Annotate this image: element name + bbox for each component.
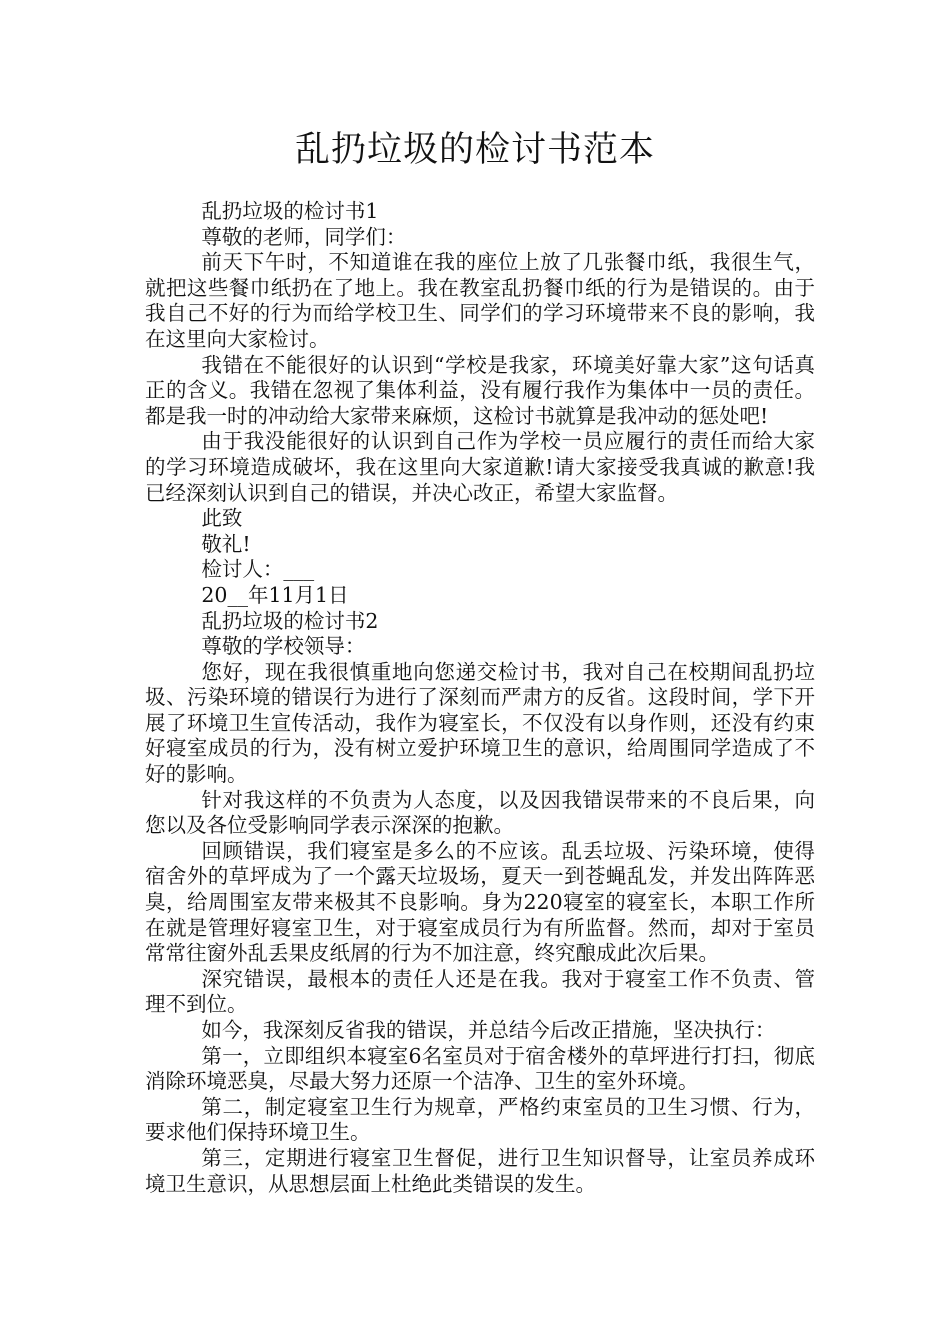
paragraph: 针对我这样的不负责为人态度，以及因我错误带来的不良后果，向您以及各位受影响同学表示深深的抱歉。 xyxy=(145,787,815,838)
salutation: 尊敬的学校领导： xyxy=(201,634,366,659)
paragraph: 我错在不能很好的认识到“学校是我家，环境美好靠大家”这句话真正的含义。我错在忽视了集体利益，没有履行我作为集体中一员的责任。都是我一时的冲动给大家带来麻烦，这检讨书就算是我冲动的惩处吧! xyxy=(145,352,815,428)
paragraph: 第一，立即组织本寝室6名室员对于宿舍楼外的草坪进行打扫，彻底消除环境恶臭，尽最大努力还原一个洁净、卫生的室外环境。 xyxy=(145,1043,815,1094)
section-heading: 乱扔垃圾的检讨书1 xyxy=(201,199,379,223)
paragraph: 深究错误，最根本的责任人还是在我。我对于寝室工作不负责、管理不到位。 xyxy=(145,966,815,1017)
document-body xyxy=(145,199,815,1197)
date-line: 20__年11月1日 xyxy=(201,582,349,607)
paragraph: 您好，现在我很慎重地向您递交检讨书，我对自己在校期间乱扔垃圾、污染环境的错误行为进行了深刻而严肃方的反省。这段时间，学下开展了环境卫生宣传活动，我作为寝室长，不仅没有以身作则，还没有约束好寝室成员的行为，没有树立爱护环境卫生的意识，给周围同学造成了不好的影响。 xyxy=(145,659,815,787)
paragraph: 前天下午时，不知道谁在我的座位上放了几张餐巾纸，我很生气，就把这些餐巾纸扔在了地上。我在教室乱扔餐巾纸的行为是错误的。由于我自己不好的行为而给学校卫生、同学们的学习环境带来不良的影响，我在这里向大家检讨。 xyxy=(145,250,815,351)
paragraph: 由于我没能很好的认识到自己作为学校一员应履行的责任而给大家的学习环境造成破坏，我在这里向大家道歉!请大家接受我真诚的歉意!我已经深刻认识到自己的错误，并决心改正，希望大家监督。 xyxy=(145,429,815,505)
paragraph: 第二，制定寝室卫生行为规章，严格约束室员的卫生习惯、行为，要求他们保持环境卫生。 xyxy=(145,1094,815,1145)
section-heading: 乱扔垃圾的检讨书2 xyxy=(201,608,379,633)
paragraph: 第三，定期进行寝室卫生督促，进行卫生知识督导，让室员养成环境卫生意识，从思想层面上杜绝此类错误的发生。 xyxy=(145,1145,815,1196)
document-title: 乱扔垃圾的检讨书范本 xyxy=(294,130,655,170)
closing-line: 此致 xyxy=(201,506,243,531)
paragraph: 回顾错误，我们寝室是多么的不应该。乱丢垃圾、污染环境，使得宿舍外的草坪成为了一个露天垃圾场，夏天一到苍蝇乱发，并发出阵阵恶臭，给周围室友带来极其不良影响。身为220寝室的寝室长，本职工作所在就是管理好寝室卫生，对于寝室成员行为有所监督。然而，却对于室员常常往窗外乱丢果皮纸屑的行为不加注意，终究酿成此次后果。 xyxy=(145,838,815,966)
signature-line: 检讨人：___ xyxy=(201,557,315,582)
paragraph: 如今，我深刻反省我的错误，并总结今后改正措施，坚决执行： xyxy=(201,1018,776,1042)
salutation: 尊敬的老师，同学们： xyxy=(201,224,407,249)
closing-line: 敬礼! xyxy=(201,531,251,556)
